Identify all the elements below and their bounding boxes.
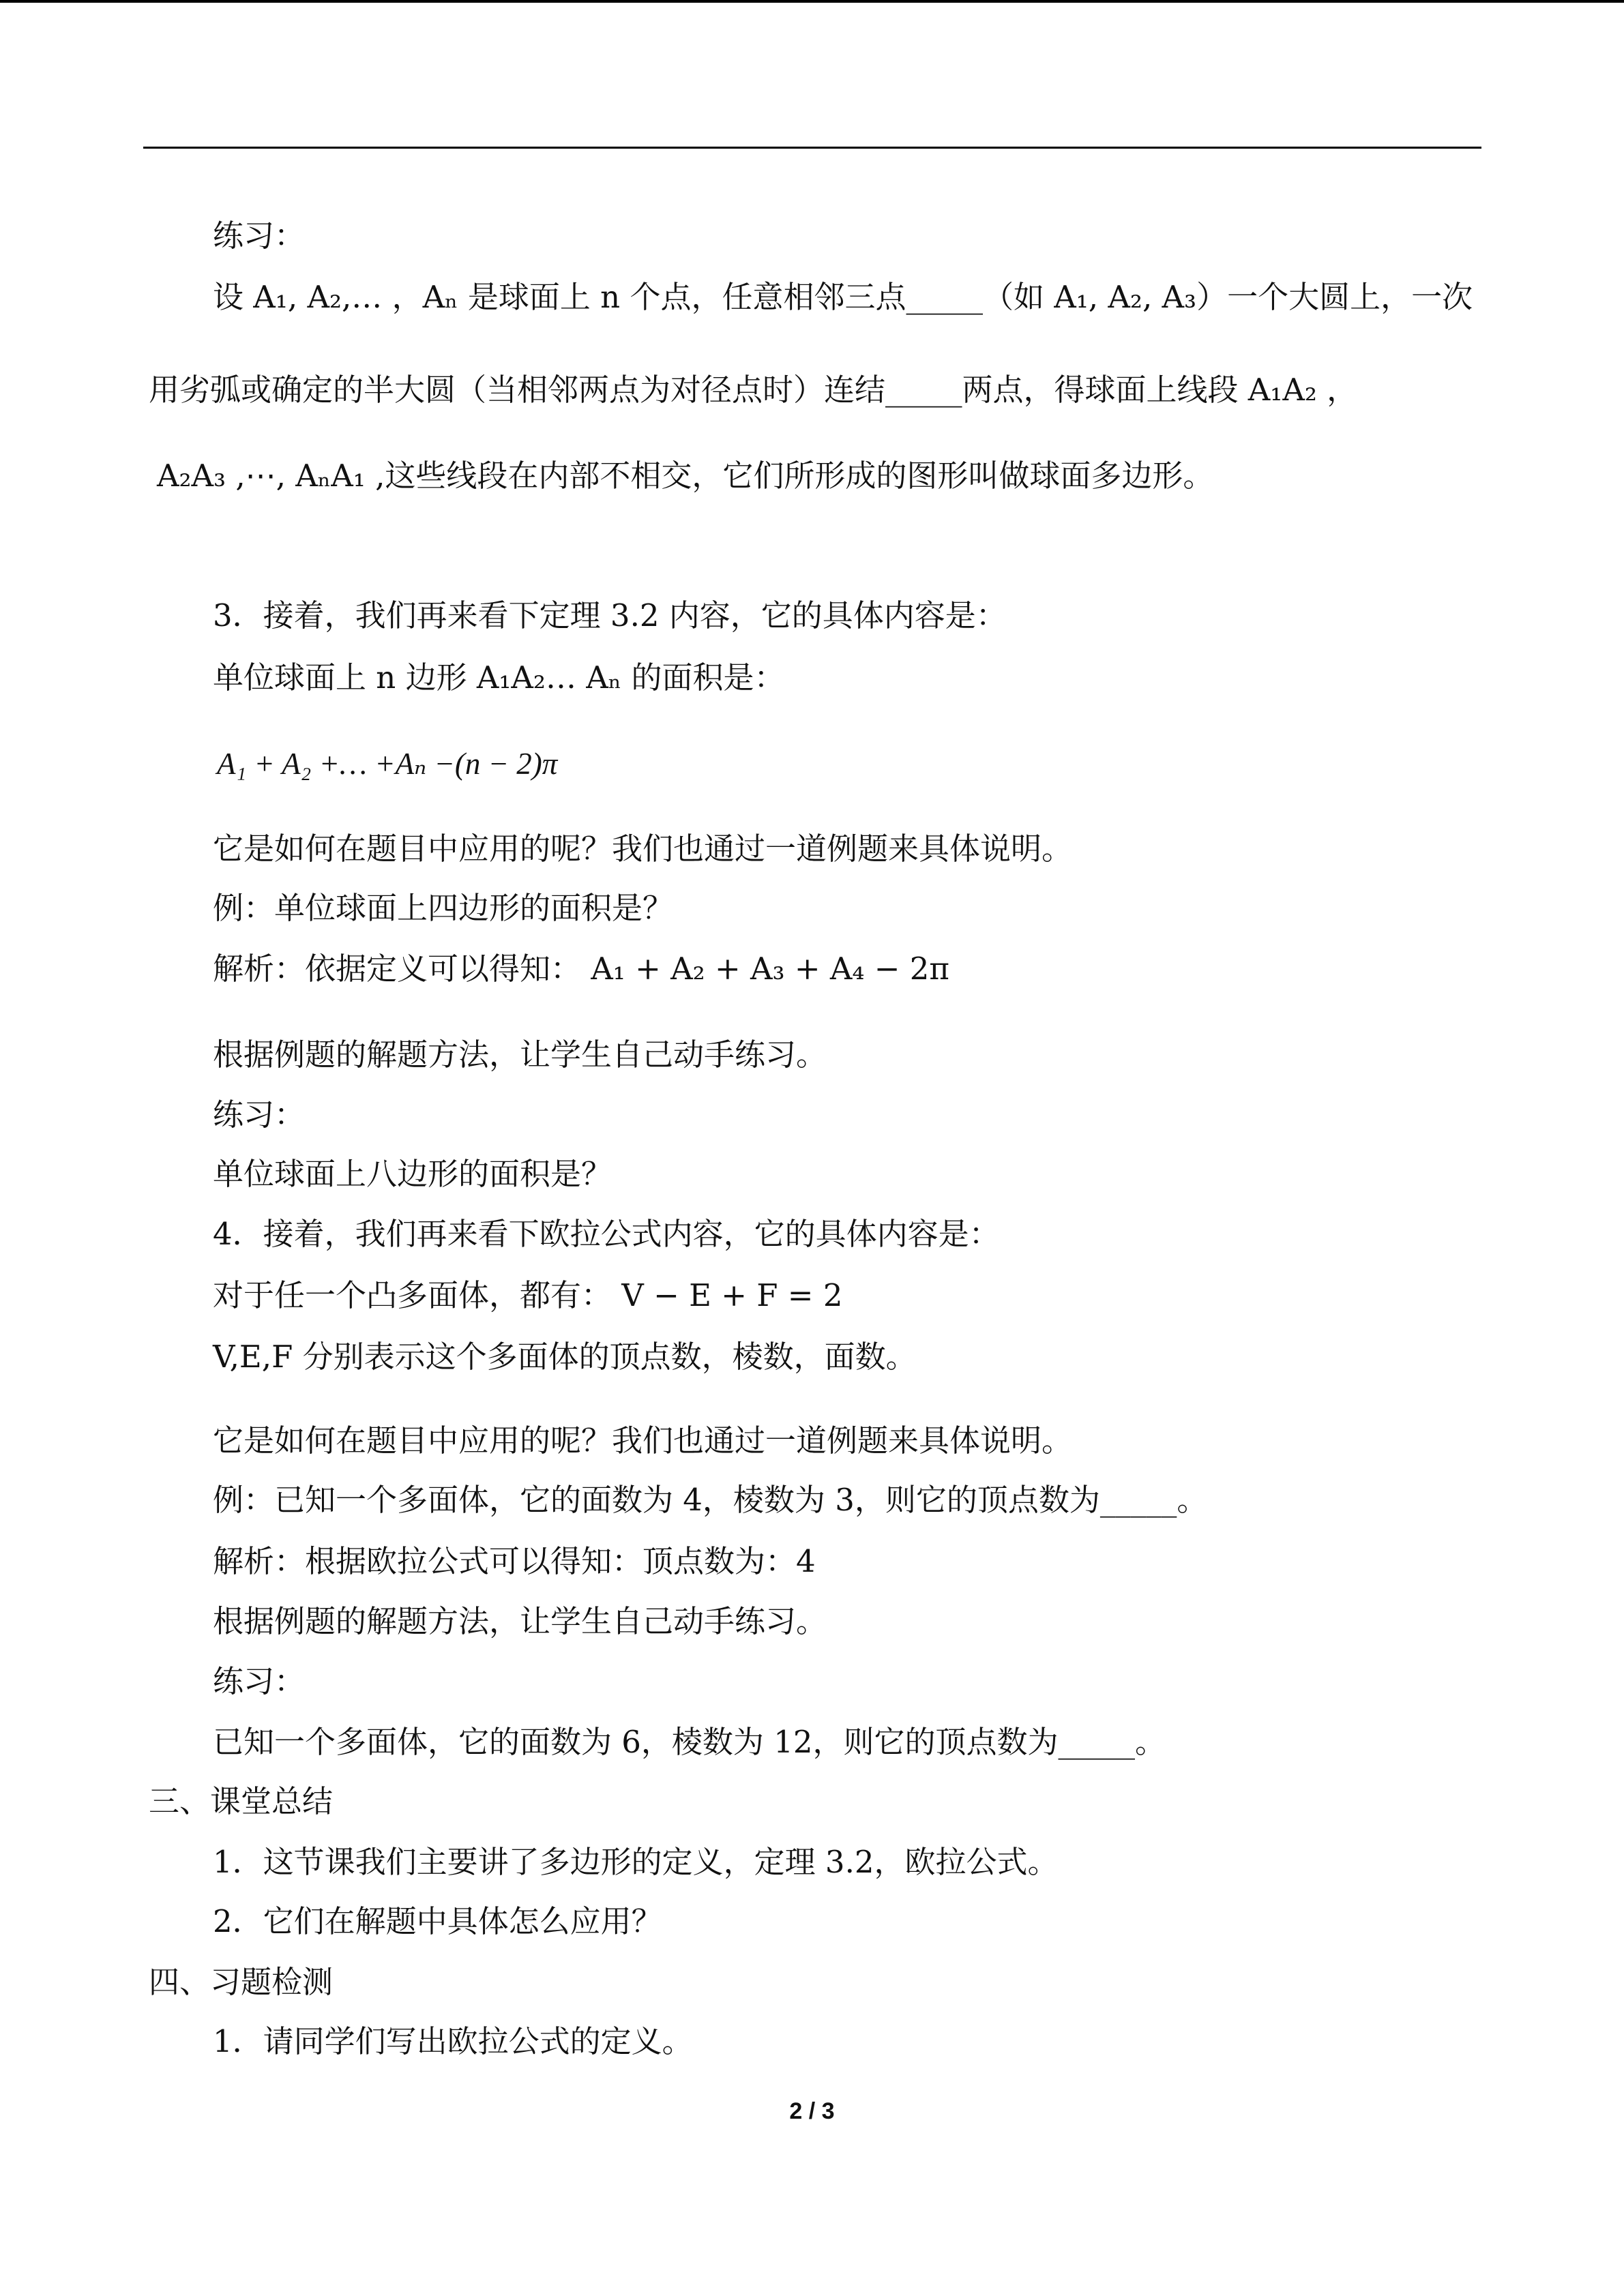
summary-item-2: 2．它们在解题中具体怎么应用？ xyxy=(213,1903,662,1939)
exercise-octagon-area: 单位球面上八边形的面积是？ xyxy=(213,1156,612,1192)
area-formula: A₁ + A₂ +… +Aₙ −(n − 2)π xyxy=(217,747,558,781)
example-1-question: 例：单位球面上四边形的面积是？ xyxy=(213,890,674,926)
spherical-polygon-definition-line-3: A₂A₃ ,⋯, AₙA₁ ,这些线段在内部不相交，它们所形成的图形叫做球面多边形。 xyxy=(157,458,1214,494)
example-1-solution: 解析：依据定义可以得知： A₁ + A₂ + A₃ + A₄ − 2π xyxy=(213,951,949,987)
spherical-polygon-definition-line-1: 设 A₁, A₂,… ，Aₙ 是球面上 n 个点，任意相邻三点_____（如 A₁, A₂, A₃）一个大圆上，一次 xyxy=(213,279,1473,315)
exercise-vertex-count: 已知一个多面体，它的面数为 6，棱数为 12，则它的顶点数为_____。 xyxy=(213,1724,1166,1760)
section-class-summary: 三、课堂总结 xyxy=(149,1783,334,1819)
practice-prompt-1: 根据例题的解题方法，让学生自己动手练习。 xyxy=(213,1037,827,1073)
page-number: 2 / 3 xyxy=(789,2098,835,2124)
section-exercise-check: 四、习题检测 xyxy=(149,1964,334,2000)
euler-formula-intro: 4．接着，我们再来看下欧拉公式内容，它的具体内容是： xyxy=(213,1216,1000,1252)
exercise-heading-3: 练习： xyxy=(213,1663,306,1699)
theorem-statement: 单位球面上 n 边形 A₁A₂… Aₙ 的面积是： xyxy=(213,659,785,696)
header-rule xyxy=(143,147,1481,149)
application-intro-1: 它是如何在题目中应用的呢？我们也通过一道例题来具体说明。 xyxy=(213,831,1073,867)
exercise-heading-2: 练习： xyxy=(213,1097,306,1133)
spherical-polygon-definition-line-2: 用劣弧或确定的半大圆（当相邻两点为对径点时）连结_____两点，得球面上线段 A₁A₂ ， xyxy=(149,372,1358,408)
theorem-3-2-intro: 3．接着，我们再来看下定理 3.2 内容，它的具体内容是： xyxy=(213,597,1007,633)
euler-formula-statement: 对于任一个凸多面体，都有： V − E + F = 2 xyxy=(213,1277,843,1313)
top-border xyxy=(0,0,1624,3)
exercise-heading-1: 练习： xyxy=(213,218,306,254)
check-item-1: 1．请同学们写出欧拉公式的定义。 xyxy=(213,2023,693,2059)
example-2-solution: 解析：根据欧拉公式可以得知：顶点数为：4 xyxy=(213,1543,816,1579)
euler-variables-explanation: V,E,F 分别表示这个多面体的顶点数，棱数，面数。 xyxy=(213,1339,917,1375)
practice-prompt-2: 根据例题的解题方法，让学生自己动手练习。 xyxy=(213,1603,827,1639)
summary-item-1: 1．这节课我们主要讲了多边形的定义，定理 3.2，欧拉公式。 xyxy=(213,1844,1059,1880)
example-2-question: 例：已知一个多面体，它的面数为 4，棱数为 3，则它的顶点数为_____。 xyxy=(213,1482,1208,1518)
application-intro-2: 它是如何在题目中应用的呢？我们也通过一道例题来具体说明。 xyxy=(213,1422,1073,1459)
